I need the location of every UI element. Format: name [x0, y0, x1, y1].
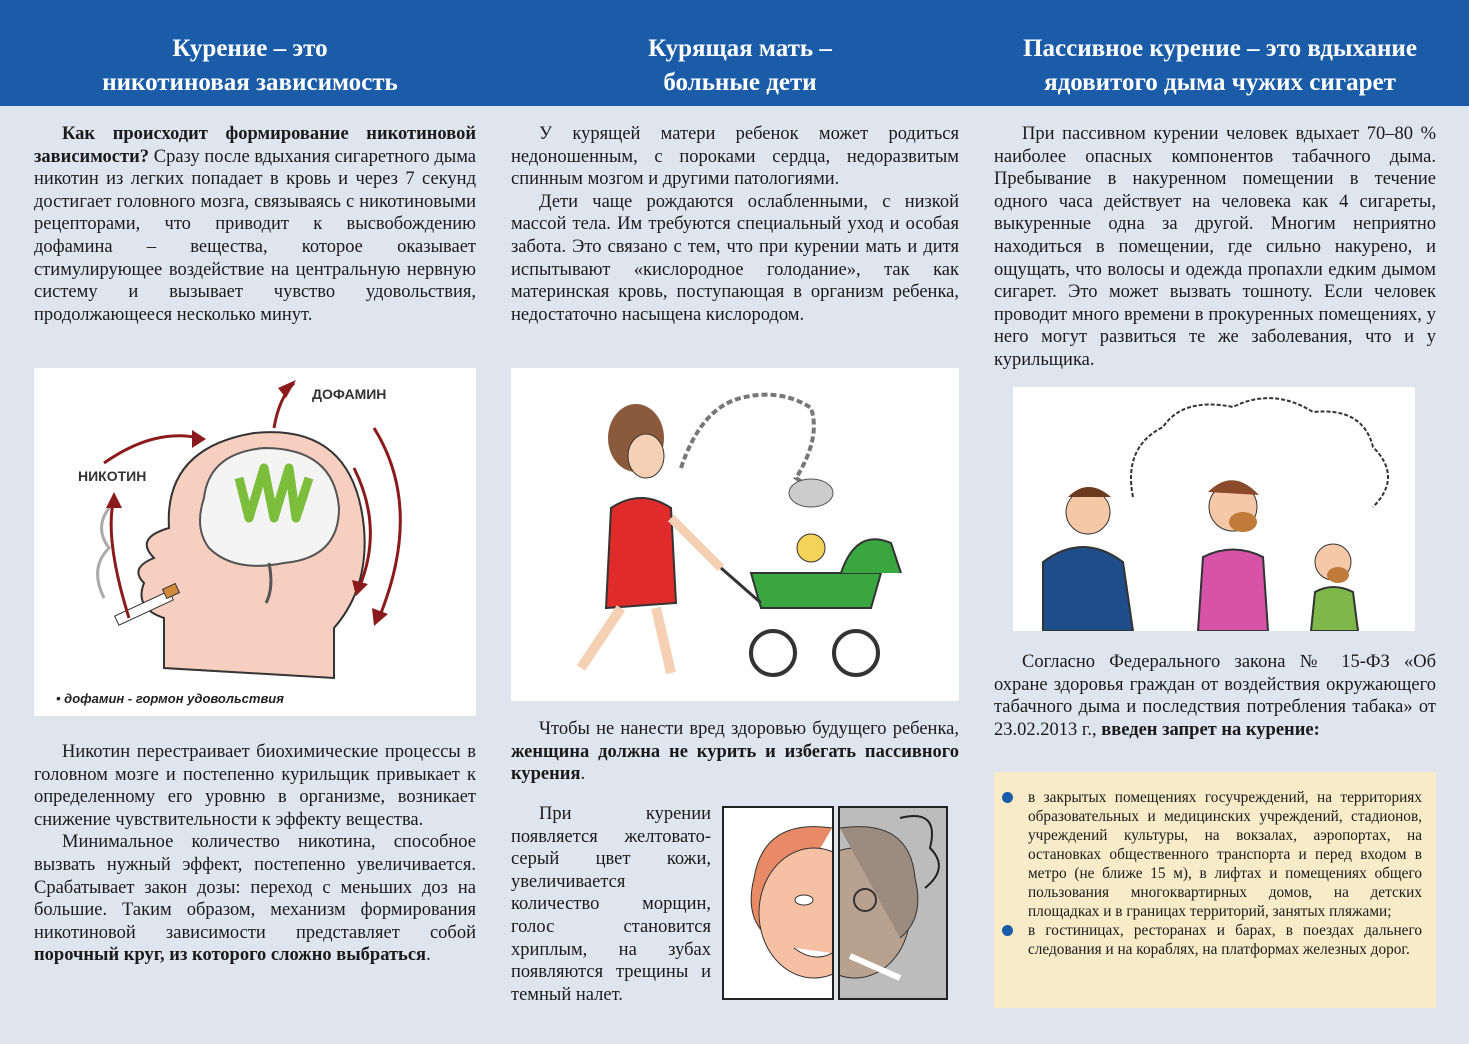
col2-p1: У курящей матери ребенок может родиться недоношенным, с пороками сердца, недоразвитым спинным мозгом и другими патологиями. [511, 124, 959, 190]
col2-advice [511, 718, 959, 786]
col1-title-line1: Курение – это [172, 35, 328, 62]
col1-title-line2: никотиновая зависимость [102, 69, 398, 96]
label-dopamine: ДОФАМИН [312, 386, 387, 402]
col3-p2: Согласно Федерального закона № 15-ФЗ «Об охране здоровья граждан от воздействия окружающего табачного дыма и последствия потребления табака» от 23.02.2013 г., [994, 652, 1436, 740]
col1-p3: Минимальное количество никотина, способное вызвать нужный эффект, постепенно увеличивается. Срабатывает закон дозы: переход с меньших доз на большие. Таким образом, механизм формирования никотиновой зависимости представляет собой [34, 832, 476, 943]
col1-bottom [34, 741, 476, 967]
col2-p2: Дети чаще рождаются ослабленными, с низкой массой тела. Им требуются специальный уход и особая забота. Это связано с тем, что при курении мать и дитя испытывают «кислородное голодание», так как материнская кровь, поступающая в организм ребенка, недостаточно насыщена кислородом. [511, 191, 959, 325]
label-nicotine: НИКОТИН [78, 468, 147, 484]
col2-p4: При курении появляется желтовато-серый цвет кожи, увеличивается количество морщин, голос становится хриплым, на зубах появляются трещины и темный налет. [511, 804, 711, 1005]
col3-law [994, 651, 1436, 741]
aged-face-drawing [840, 808, 946, 998]
col3-top [994, 123, 1436, 372]
face-young-panel [722, 806, 834, 1000]
brain-illustration [34, 368, 476, 716]
col1-title [40, 32, 460, 100]
col2-title-line2: больные дети [663, 69, 817, 96]
bullet-icon [1002, 792, 1013, 803]
col3-title [990, 32, 1450, 100]
col2-title-line1: Курящая мать – [648, 35, 832, 62]
col3-title-line2: ядовитого дыма чужих сигарет [1044, 69, 1396, 96]
col2-p3-end: . [580, 764, 586, 785]
col1-p2: Никотин перестраивает биохимические процессы в головном мозге и постепенно курильщик привыкает к определенному его уровню в организме, возникает снижение чувствительности к эффекту вещества. [34, 742, 476, 830]
passive-smoking-drawing [1013, 387, 1415, 631]
col1-intro [34, 123, 476, 326]
col1-p3-bold: порочный круг, из которого сложно выбраться [34, 945, 427, 966]
col2-p3: Чтобы не нанести вред здоровью будущего ребенка, [539, 719, 959, 739]
head-brain-drawing [34, 368, 476, 716]
col3-p1: При пассивном курении человек вдыхает 70–80 % наиболее опасных компонентов табачного дыма. Пребывание в накуренном помещении в течение одного часа действует на человека как 4 сигареты, выкуренные одна за другой. Многим неприятно находиться в помещении, где сильно накурено, и ощущать, что волосы и одежда пропахли едким дымом сигарет. Это может вызвать тошноту. Если человек проводит много времени в прокуренных помещениях, у него могут развиться те же заболевания, что и у курильщика. [994, 124, 1436, 370]
col1-question: Как происходит формирование никотиновой зависимости? [34, 124, 476, 167]
young-face-drawing [724, 808, 832, 998]
col2-p3-bold: женщина должна не курить и избегать пассивного курения [511, 741, 959, 785]
col3-p2-bold: введен запрет на курение: [1101, 719, 1320, 740]
col1-p3-end: . [426, 945, 431, 966]
ban-item-1 [1028, 788, 1422, 921]
header-band [0, 0, 1469, 106]
col2-title [530, 32, 950, 100]
col2-effects [511, 803, 711, 1006]
mother-stroller-drawing [511, 368, 959, 701]
ban-item-1-text: в закрытых помещениях госучреждений, на территориях образовательных и медицинских учреждений, стадионов, учреждений культуры, на вокзалах, аэропортах, на остановках общественного транспорта и перед входом в метро (не ближе 15 м), в лифтах и помещениях общего пользования многоквартирных домов, на детских площадках и в границах территорий, занятых пляжами; [1028, 789, 1422, 920]
illus-caption: • дофамин - гормон удовольствия [56, 691, 284, 706]
bullet-icon [1002, 925, 1013, 936]
ban-item-2 [1028, 921, 1422, 959]
col2-top [511, 123, 959, 326]
ban-list-box [994, 772, 1436, 1008]
face-aged-panel [838, 806, 948, 1000]
mother-stroller-illustration [511, 368, 959, 701]
col3-title-line1: Пассивное курение – это вдыхание [1023, 35, 1417, 62]
ban-item-2-text: в гостиницах, ресторанах и барах, в поездах дальнего следования и на кораблях, на платформах железных дорог. [1028, 922, 1422, 958]
passive-smoking-illustration [1013, 387, 1415, 631]
col1-intro-text: Сразу после вдыхания сигаретного дыма никотин из легких попадает в кровь и через 7 секунд достигает головного мозга, связываясь с никотиновыми рецепторами, что приводит к высвобождению дофамина – вещества, которое оказывает стимулирующее воздействие на центральную нервную систему и вызывает чувство удовольствия, продолжающееся несколько минут. [34, 146, 476, 325]
